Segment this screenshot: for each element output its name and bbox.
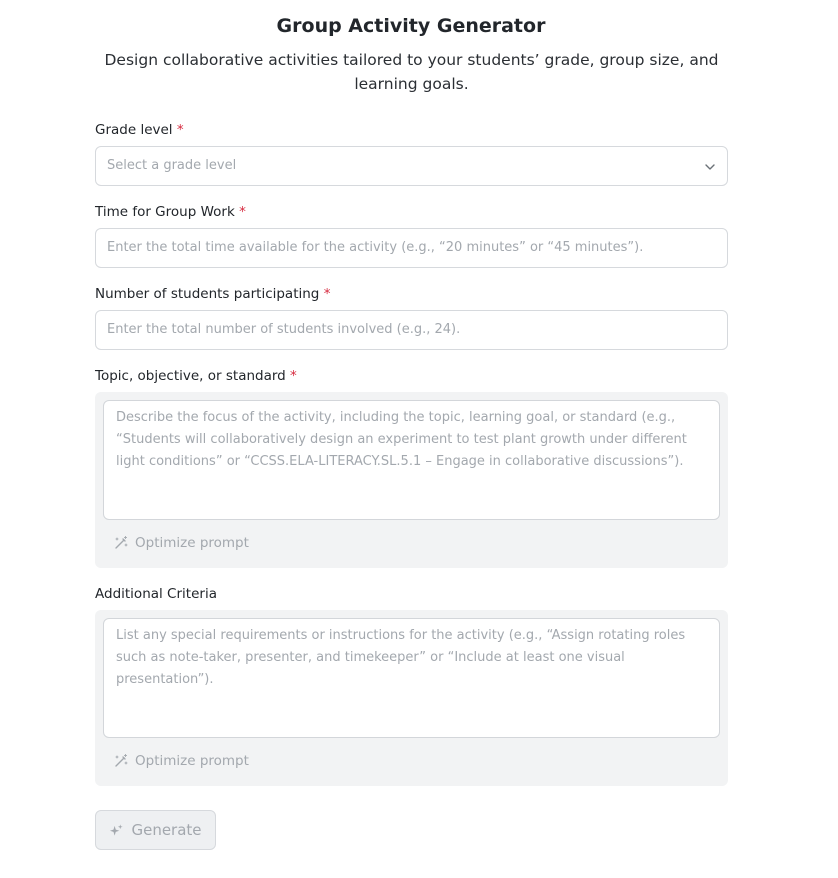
topic-textarea[interactable] xyxy=(103,400,720,520)
grade-level-label xyxy=(95,122,184,138)
required-marker: * xyxy=(239,204,246,220)
criteria-textarea-placeholder: List any special requirements or instructions for the activity (e.g., “Assign rotating roles such as note-taker, presenter, and timekeeper” or “Include at least one visual presentation”). xyxy=(116,628,686,687)
magic-wand-icon xyxy=(113,535,129,551)
generate-button-label: Generate xyxy=(131,821,202,839)
time-label xyxy=(95,204,246,220)
time-input-placeholder: Enter the total time available for the activity (e.g., “20 minutes” or “45 minutes”). xyxy=(107,240,644,255)
topic-label xyxy=(95,368,297,384)
students-input[interactable] xyxy=(95,310,728,350)
topic-panel xyxy=(95,392,728,568)
required-marker: * xyxy=(176,122,184,138)
grade-level-select[interactable] xyxy=(95,146,728,186)
time-input[interactable] xyxy=(95,228,728,268)
criteria-textarea[interactable] xyxy=(103,618,720,738)
students-input-placeholder: Enter the total number of students involved (e.g., 24). xyxy=(107,322,461,337)
students-label-text: Number of students participating xyxy=(95,286,320,302)
generate-button[interactable] xyxy=(95,810,216,850)
students-label xyxy=(95,286,330,302)
topic-optimize-prompt-button[interactable] xyxy=(113,535,249,551)
page-title: Group Activity Generator xyxy=(276,15,546,37)
optimize-prompt-label: Optimize prompt xyxy=(135,753,249,769)
magic-wand-icon xyxy=(113,753,129,769)
sparkles-icon xyxy=(109,823,124,838)
criteria-label-text: Additional Criteria xyxy=(95,586,217,602)
page-subtitle: Design collaborative activities tailored to your students’ grade, group size, and learning goals. xyxy=(104,51,719,93)
required-marker: * xyxy=(290,368,297,384)
criteria-panel xyxy=(95,610,728,786)
topic-label-text: Topic, objective, or standard xyxy=(95,368,286,384)
criteria-label xyxy=(95,586,217,602)
required-marker: * xyxy=(323,286,331,302)
grade-level-placeholder: Select a grade level xyxy=(107,158,237,173)
criteria-optimize-prompt-button[interactable] xyxy=(113,753,249,769)
grade-level-label-text: Grade level xyxy=(95,122,173,138)
chevron-down-icon xyxy=(703,160,717,174)
topic-textarea-placeholder: Describe the focus of the activity, including the topic, learning goal, or standard (e.g., “Students will collaboratively design an experiment to test plant growth under different light conditions” or “CCSS.ELA-LITERACY.SL.5.1 – Engage in collaborative discussions”). xyxy=(116,410,687,469)
optimize-prompt-label: Optimize prompt xyxy=(135,535,249,551)
time-label-text: Time for Group Work xyxy=(95,204,235,220)
